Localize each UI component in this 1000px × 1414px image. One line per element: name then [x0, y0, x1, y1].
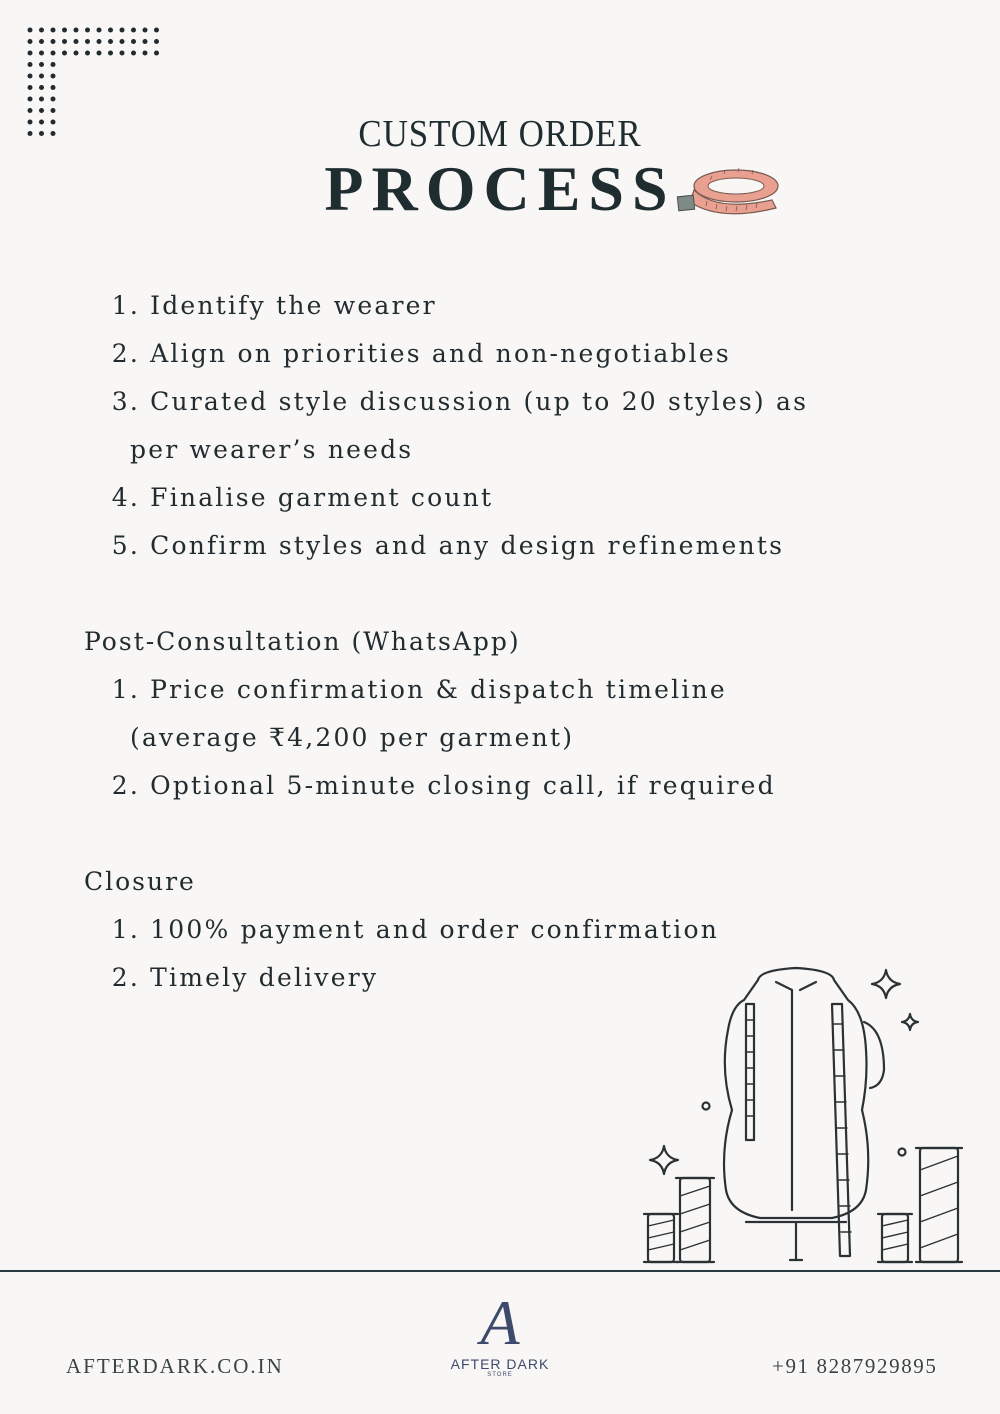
list-item: 5. Confirm styles and any design refinements: [111, 531, 785, 560]
list-item-continuation: (average ₹4,200 per garment): [130, 723, 575, 752]
thread-spool-icon: [916, 1148, 962, 1262]
sparkle-icon: [650, 1146, 678, 1174]
thread-spool-icon: [878, 1214, 912, 1262]
footer-phone[interactable]: +91 8287929895: [772, 1354, 938, 1378]
list-item: 1. Price confirmation & dispatch timeline: [111, 675, 727, 704]
page-title: PROCESS: [324, 153, 676, 224]
footer-website-link[interactable]: AFTERDARK.CO.IN: [66, 1354, 284, 1378]
list-item: 4. Finalise garment count: [111, 483, 494, 512]
list-item: 2. Align on priorities and non-negotiables: [111, 339, 731, 368]
list-item: 3. Curated style discussion (up to 20 styles) as: [111, 387, 809, 416]
post-consultation-heading: Post-Consultation (WhatsApp): [84, 627, 521, 656]
logo-name: AFTER DARK: [450, 1356, 550, 1372]
closure-heading: Closure: [84, 867, 196, 896]
kurta-dress-form-icon: [636, 960, 976, 1270]
list-item: 2. Optional 5-minute closing call, if required: [111, 771, 776, 800]
sparkle-icon: [872, 970, 900, 998]
footer-divider: [0, 1270, 1000, 1272]
thread-spool-icon: [644, 1214, 678, 1262]
logo-letter: A: [480, 1287, 520, 1358]
brand-logo: [440, 1288, 560, 1404]
page-subtitle: CUSTOM ORDER: [358, 113, 642, 155]
list-item: 1. Identify the wearer: [111, 291, 437, 320]
list-item: 2. Timely delivery: [111, 963, 379, 992]
logo-sub: STORE: [487, 1372, 513, 1378]
measuring-tape-icon: [676, 156, 784, 228]
list-item: 1. 100% payment and order confirmation: [111, 915, 720, 944]
sparkle-icon: [902, 1014, 918, 1030]
thread-spool-icon: [676, 1178, 714, 1262]
list-item-continuation: per wearer’s needs: [130, 435, 414, 464]
